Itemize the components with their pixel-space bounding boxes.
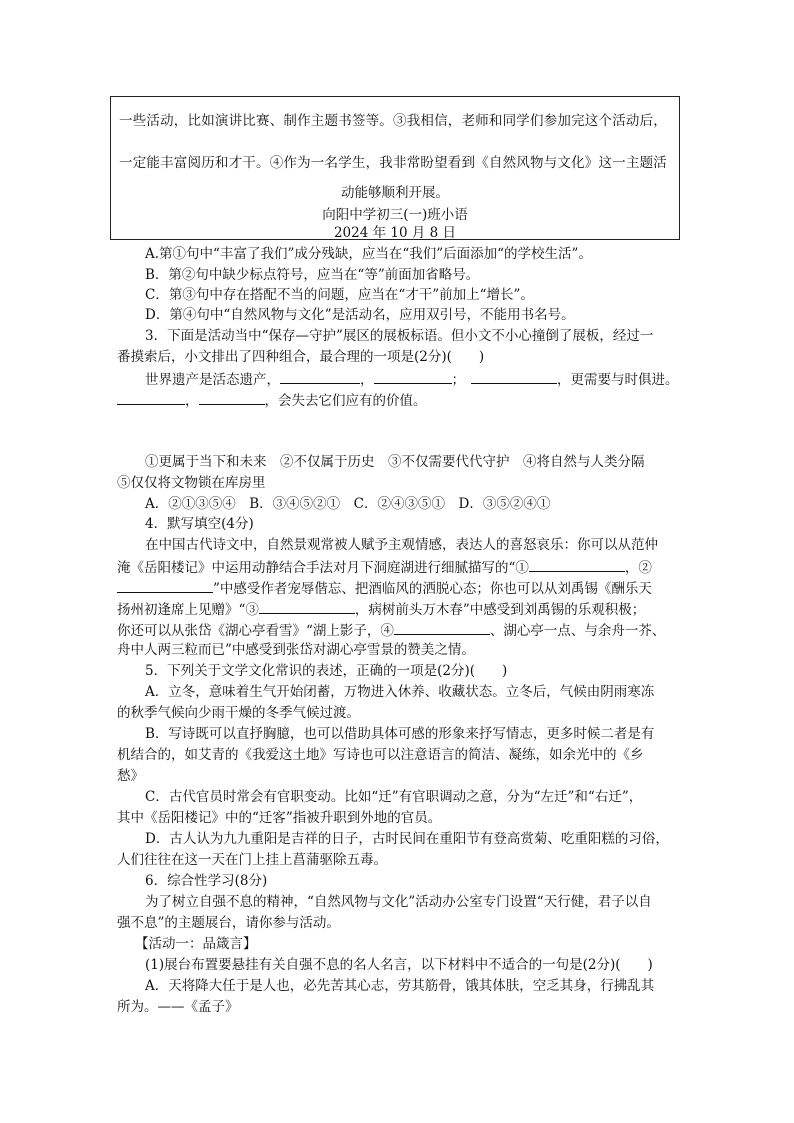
q3-sentence-text: ，更需要与时俱进。 (557, 372, 679, 388)
q4-text-part: ”中感受作者宠辱偕忘、把酒临风的洒脱心态；你也可以从刘禹锡《酬乐天 (213, 581, 652, 597)
letter-line: 动能够顺利开展。 (341, 185, 449, 201)
q5-title: 5．下列关于文学文化常识的表述，正确的一项是(2分)( ) (145, 663, 508, 679)
letter-box (110, 96, 680, 240)
q4-text: 在中国古代诗文中，自然景观常被人赋予主观情感，表达人的喜怒哀乐：你可以从范仲 (145, 537, 658, 553)
q4-title: 4．默写填空(4分) (145, 516, 254, 532)
q6-option-a: A．天将降大任于是人也，必先苦其心志，劳其筋骨，饿其体肤，空乏其身，行拂乱其 (145, 978, 655, 994)
q3-sentence-text: ，会失去它们应有的价值。 (264, 393, 427, 409)
q6-title: 6．综合性学习(8分) (145, 873, 268, 889)
q2-option-c: C．第③句中存在搭配不当的问题，应当在“才干”前加上“增长”。 (145, 287, 534, 303)
q2-option-d: D．第④句中“自然风物与文化”是活动名，应用双引号，不能用书名号。 (145, 307, 575, 323)
q3-sentence-text: ； (451, 372, 465, 388)
q4-blank-1[interactable] (529, 557, 625, 572)
q5-option-a: 的秋季气候向少雨干燥的冬季气候过渡。 (117, 705, 360, 721)
q2-option-b: B．第②句中缺少标点符号，应当在“等”前面加省略号。 (145, 267, 480, 283)
q4-text: 舟中人两三粒而已”中感受到张岱对湖心亭雪景的赞美之情。 (117, 642, 475, 658)
letter-line: 一定能丰富阅历和才干。④作为一名学生，我非常盼望看到《自然风物与文化》这一主题活 (119, 155, 667, 171)
q3-blank-3[interactable] (471, 369, 557, 384)
q5-option-c: C．古代官员时常会有官职变动。比如“迁”有官职调动之意，分为“左迁”和“右迁”， (145, 789, 643, 805)
q6-option-a: 所为。——《孟子》 (117, 999, 239, 1015)
q4-text-part: 扬州初逢席上见赠》“③ (117, 602, 259, 618)
q5-option-b: 机结合的，如艾青的《我爱这土地》写诗也可以注意语言的简洁、凝练，如余光中的《乡 (117, 747, 644, 763)
q3-sentence-text: ， (185, 393, 199, 409)
q3-blank-5[interactable] (199, 390, 265, 405)
q4-text-part: 淹《岳阳楼记》中运用动静结合手法对月下洞庭湖进行细腻描写的“① (117, 560, 529, 576)
q3-blank-4[interactable] (117, 390, 185, 405)
q3-stem: 3．下面是活动当中“保存—守护”展区的展板标语。但小文不小心撞倒了展板，经过一 (145, 328, 654, 344)
q5-option-b: B．写诗既可以直抒胸臆，也可以借助具体可感的形象来抒写情志，更多时候二者是有 (145, 726, 655, 742)
q3-sentence-text: 世界遗产是活态遗产， (145, 372, 280, 388)
q5-option-d: 人们往往在这一天在门上挂上菖蒲驱除五毒。 (117, 852, 387, 868)
q4-blank-3[interactable] (259, 599, 355, 614)
q5-option-d: D．古人认为九九重阳是吉祥的日子，古时民间在重阳节有登高赏菊、吃重阳糕的习俗， (145, 831, 669, 847)
q3-sentence (145, 369, 679, 389)
q4-text-part: 、湖心亭一点、与余舟一芥、 (489, 623, 666, 639)
letter-date: 2024 年 10 月 8 日 (333, 225, 457, 241)
q4-text-part: 你还可以从张岱《湖心亭看雪》“湖上影子，④ (117, 623, 394, 639)
q4-blank-2[interactable] (117, 578, 213, 593)
q4-text-part: ，病树前头万木春”中感受到刘禹锡的乐观积极； (354, 602, 646, 618)
q4-text (117, 620, 665, 640)
q2-option-a: A.第①句中“丰富了我们”成分残缺，应当在“我们”后面添加“的学校生活”。 (145, 246, 592, 262)
q5-option-b: 愁》 (117, 768, 144, 784)
q4-text (117, 578, 652, 598)
q6-intro: 强不息”的主题展台，请你参与活动。 (117, 915, 340, 931)
q4-text (117, 599, 645, 619)
q3-blank-2[interactable] (374, 369, 452, 384)
q4-text (117, 557, 652, 577)
q5-option-a: A．立冬，意味着生气开始闭蓄，万物进入休养、收藏状态。立冬后，气候由阴雨寒冻 (145, 684, 655, 700)
q6-intro: 为了树立自强不息的精神，“自然风物与文化”活动办公室专门设置“天行健，君子以自 (145, 894, 652, 910)
q3-blank-1[interactable] (280, 369, 360, 384)
q3-sentence-text: ， (360, 372, 374, 388)
q4-blank-4[interactable] (394, 620, 490, 635)
q6-subquestion: (1)展台布置要悬挂有关自强不息的名人名言，以下材料中不适合的一句是(2分)( ) (145, 957, 653, 973)
letter-line: 一些活动，比如演讲比赛、制作主题书签等。③我相信，老师和同学们参加完这个活动后， (119, 113, 667, 129)
letter-signature: 向阳中学初三(一)班小语 (322, 207, 468, 223)
q3-sentence (117, 390, 427, 410)
q3-stem: 番摸索后，小文排出了四种组合，最合理的一项是(2分)( ) (117, 349, 485, 365)
q3-items: ①更属于当下和未来 ②不仅属于历史 ③不仅需要代代守护 ④将自然与人类分隔 (145, 454, 645, 470)
q4-text-part: ，② (624, 560, 652, 576)
q3-items: ⑤仅仅将文物锁在库房里 (117, 475, 266, 491)
q3-choices: A．②①③⑤④ B．③④⑤②① C．②④③⑤① D．③⑤②④① (145, 496, 551, 512)
q6-activity-heading: 【活动一：品箴言】 (135, 936, 257, 952)
q5-option-c: 其中《岳阳楼记》中的“迁客”指被升职到外地的官员。 (117, 810, 442, 826)
